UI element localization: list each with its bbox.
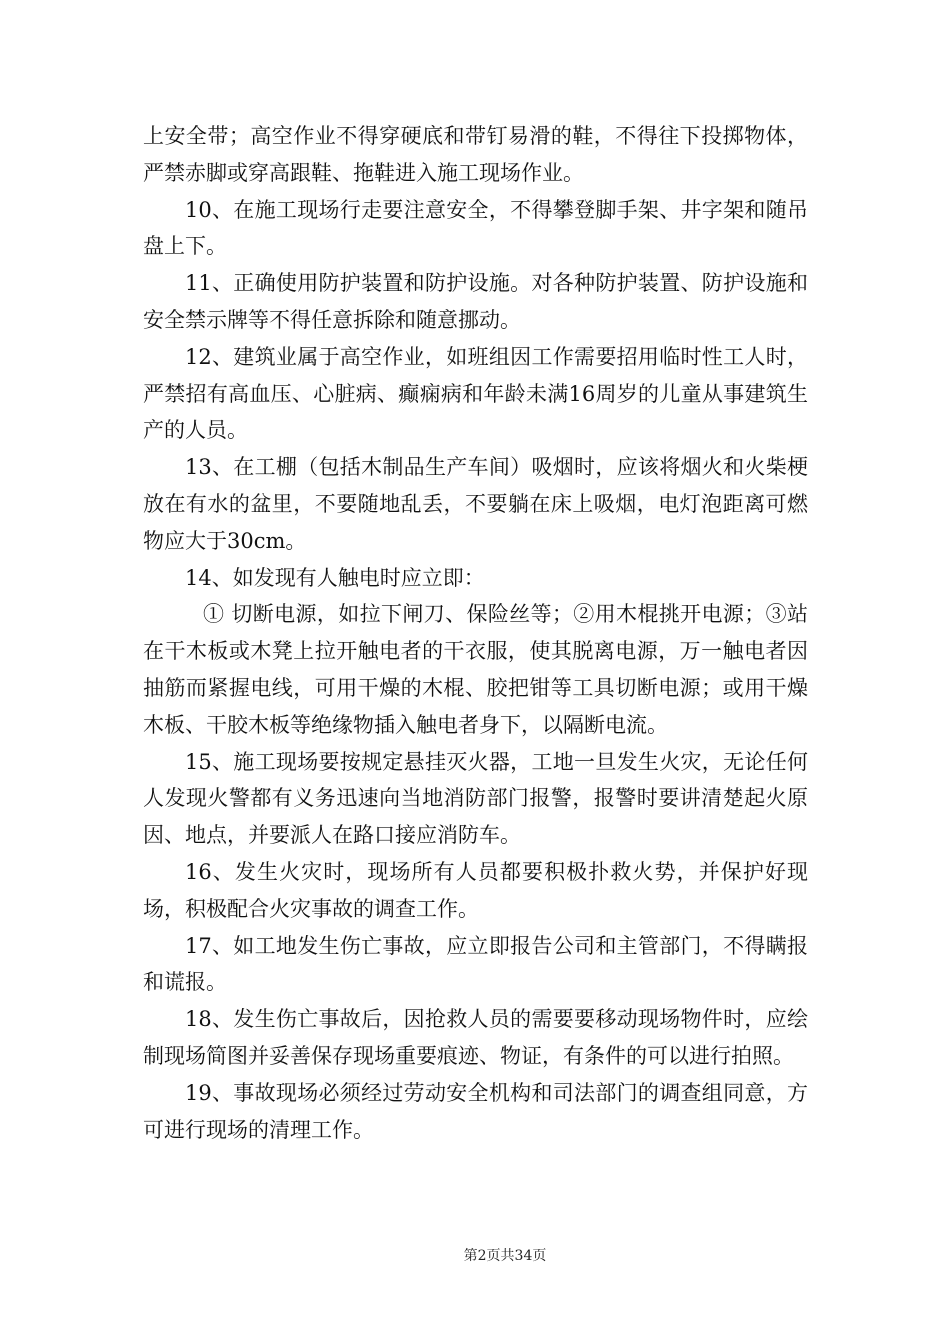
paragraph-item-13: 13、在工棚（包括木制品生产车间）吸烟时，应该将烟火和火柴梗放在有水的盆里，不要随地乱丢，不要躺在床上吸烟，电灯泡距离可燃物应大于30cm。 [143, 455, 808, 553]
page-footer [0, 1245, 950, 1265]
paragraph-item-14: 14、如发现有人触电时应立即： [185, 565, 485, 590]
document-body [143, 118, 808, 1148]
paragraph-item-11: 11、正确使用防护装置和防护设施。对各种防护装置、防护设施和安全禁示牌等不得任意拆除和随意挪动。 [143, 271, 808, 332]
paragraph-item-17: 17、如工地发生伤亡事故，应立即报告公司和主管部门，不得瞒报和谎报。 [143, 933, 808, 995]
paragraph-item-16: 16、发生火灾时，现场所有人员都要积极扑救火势，并保护好现场，积极配合火灾事故的调查工作。 [143, 859, 808, 921]
paragraph-item-10: 10、在施工现场行走要注意安全，不得攀登脚手架、井字架和随吊盘上下。 [143, 197, 808, 259]
paragraph-continuation: 上安全带；高空作业不得穿硬底和带钉易滑的鞋，不得往下投掷物体，严禁赤脚或穿高跟鞋、拖鞋进入施工现场作业。 [143, 124, 808, 185]
paragraph-item-15: 15、施工现场要按规定悬挂灭火器，工地一旦发生火灾，无论任何人发现火警都有义务迅速向当地消防部门报警，报警时要讲清楚起火原因、地点，并要派人在路口接应消防车。 [143, 749, 808, 848]
paragraph-item-12: 12、建筑业属于高空作业，如班组因工作需要招用临时性工人时，严禁招有高血压、心脏病、癫痫病和年龄未满16周岁的儿童从事建筑生产的人员。 [143, 344, 808, 443]
paragraph-item-14-steps: ① 切断电源，如拉下闸刀、保险丝等；②用木棍挑开电源；③站在干木板或木凳上拉开触电者的干衣服，使其脱离电源，万一触电者因抽筋而紧握电线，可用干燥的木棍、胶把钳等工具切断电源；或用干燥木板、干胶木板等绝缘物插入触电者身下，以隔断电流。 [143, 602, 808, 737]
page-number-label: 第2页共34页 [463, 1248, 547, 1264]
paragraph-item-19: 19、事故现场必须经过劳动安全机构和司法部门的调查组同意，方可进行现场的清理工作。 [143, 1080, 808, 1142]
paragraph-item-18: 18、发生伤亡事故后，因抢救人员的需要要移动现场物件时，应绘制现场简图并妥善保存现场重要痕迹、物证，有条件的可以进行拍照。 [143, 1007, 808, 1068]
